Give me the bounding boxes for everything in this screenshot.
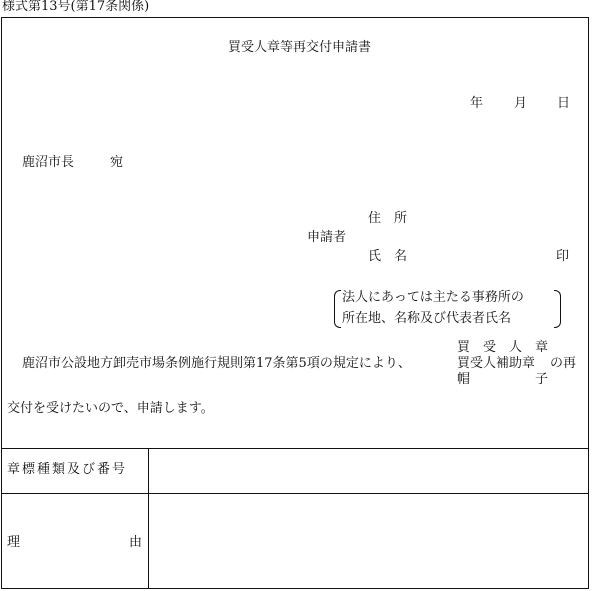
- badge-type-label: 章標種類及び番号: [7, 462, 128, 477]
- left-bracket: [334, 290, 341, 328]
- table-middle-line: [1, 493, 589, 494]
- applicant-label: 申請者: [307, 230, 347, 245]
- corporate-note-line1: 法人にあっては主たる事務所の: [342, 290, 524, 305]
- option-cap: 帽 子: [457, 372, 549, 387]
- addressee-mayor: 鹿沼市長: [22, 155, 75, 170]
- date-year: 年: [470, 96, 484, 111]
- option-assistant-badge: 買受人補助章: [457, 356, 536, 371]
- table-top-line: [1, 448, 589, 449]
- body-text-suffix: の再: [550, 356, 577, 371]
- reason-label-left: 理: [7, 535, 21, 550]
- badge-type-value[interactable]: [152, 452, 584, 490]
- address-label: 住 所: [368, 211, 408, 226]
- seal-mark: 印: [556, 249, 570, 264]
- addressee-honorific: 宛: [110, 155, 124, 170]
- right-bracket: [554, 290, 561, 328]
- date-day: 日: [557, 96, 571, 111]
- date-month: 月: [514, 96, 528, 111]
- table-column-divider: [148, 448, 149, 589]
- corporate-note-line2: 所在地、名称及び代表者氏名: [342, 311, 512, 326]
- body-text-prefix: 鹿沼市公設地方卸売市場条例施行規則第17条第5項の規定により、: [22, 356, 411, 371]
- form-title: 買受人章等再交付申請書: [228, 40, 372, 55]
- body-text-line2: 交付を受けたいので、申請します。: [7, 401, 214, 416]
- reason-value[interactable]: [152, 497, 584, 585]
- name-label: 氏 名: [368, 249, 408, 264]
- reason-label-right: 由: [129, 535, 143, 550]
- form-number: 様式第13号(第17条関係): [2, 0, 150, 14]
- option-buyer-badge: 買 受 人 章: [457, 340, 549, 355]
